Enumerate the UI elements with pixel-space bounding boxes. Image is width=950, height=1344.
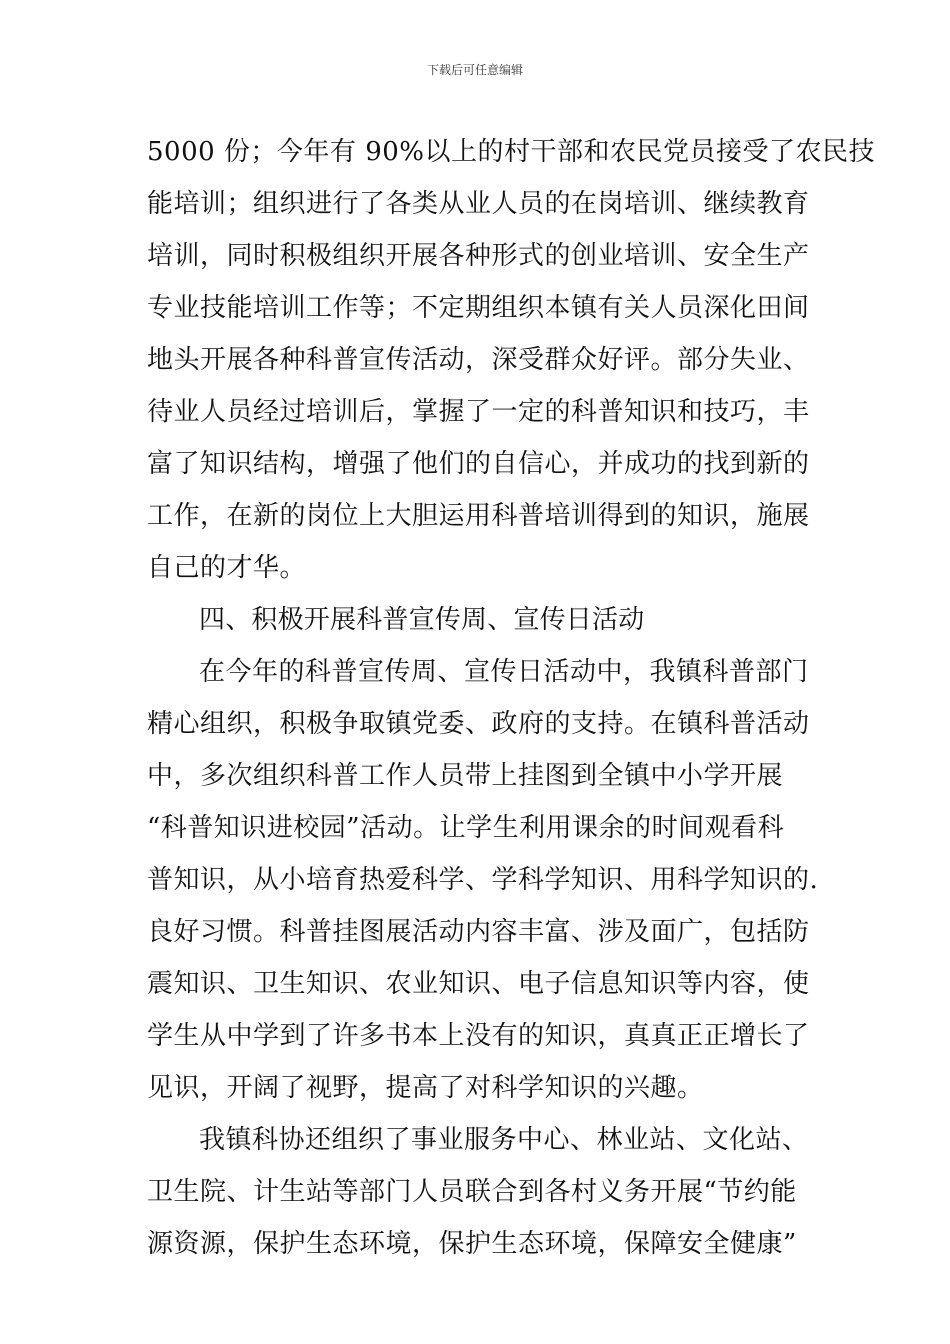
text-line: “科普知识进校园”活动。让学生利用课余的时间观看科	[147, 813, 785, 843]
section-heading: 四、积极开展科普宣传周、宣传日活动	[199, 605, 645, 635]
text-line: 学生从中学到了许多书本上没有的知识，真真正正增长了	[147, 1021, 810, 1051]
text-line: 震知识、卫生知识、农业知识、电子信息知识等内容，使	[147, 969, 810, 999]
text-line: 富了知识结构，增强了他们的自信心，并成功的找到新的	[147, 449, 810, 479]
text-line: 精心组织，积极争取镇党委、政府的支持。在镇科普活动	[147, 709, 810, 739]
text-line: 见识，开阔了视野，提高了对科学知识的兴趣。	[147, 1073, 704, 1103]
text-line: 中，多次组织科普工作人员带上挂图到全镇中小学开展	[147, 761, 784, 791]
text-line: 普知识，从小培育热爱科学、学科学知识、用科学知识的.	[147, 865, 819, 895]
text-line: 源资源，保护生态环境，保护生态环境，保障安全健康”	[147, 1229, 797, 1259]
page-header: 下载后可任意编辑	[426, 63, 523, 77]
text-line: 卫生院、计生站等部门人员联合到各村义务开展“节约能	[147, 1177, 797, 1207]
document-body	[147, 126, 875, 1270]
text-line: 能培训；组织进行了各类从业人员的在岗培训、继续教育	[147, 189, 810, 219]
paragraph-first-line: 我镇科协还组织了事业服务中心、林业站、文化站、	[199, 1125, 809, 1155]
paragraph-first-line: 在今年的科普宣传周、宣传日活动中，我镇科普部门	[199, 657, 809, 687]
text-line: 工作，在新的岗位上大胆运用科普培训得到的知识，施展	[147, 501, 810, 531]
text-line: 5000 份；今年有 90%以上的村干部和农民党员接受了农民技	[147, 137, 875, 167]
text-line: 培训，同时积极组织开展各种形式的创业培训、安全生产	[147, 241, 810, 271]
text-line: 良好习惯。科普挂图展活动内容丰富、涉及面广，包括防	[147, 917, 810, 947]
text-line: 待业人员经过培训后，掌握了一定的科普知识和技巧，丰	[147, 397, 810, 427]
text-line: 自己的才华。	[147, 553, 307, 583]
text-line: 专业技能培训工作等；不定期组织本镇有关人员深化田间	[147, 293, 810, 323]
text-line: 地头开展各种科普宣传活动，深受群众好评。部分失业、	[147, 345, 810, 375]
